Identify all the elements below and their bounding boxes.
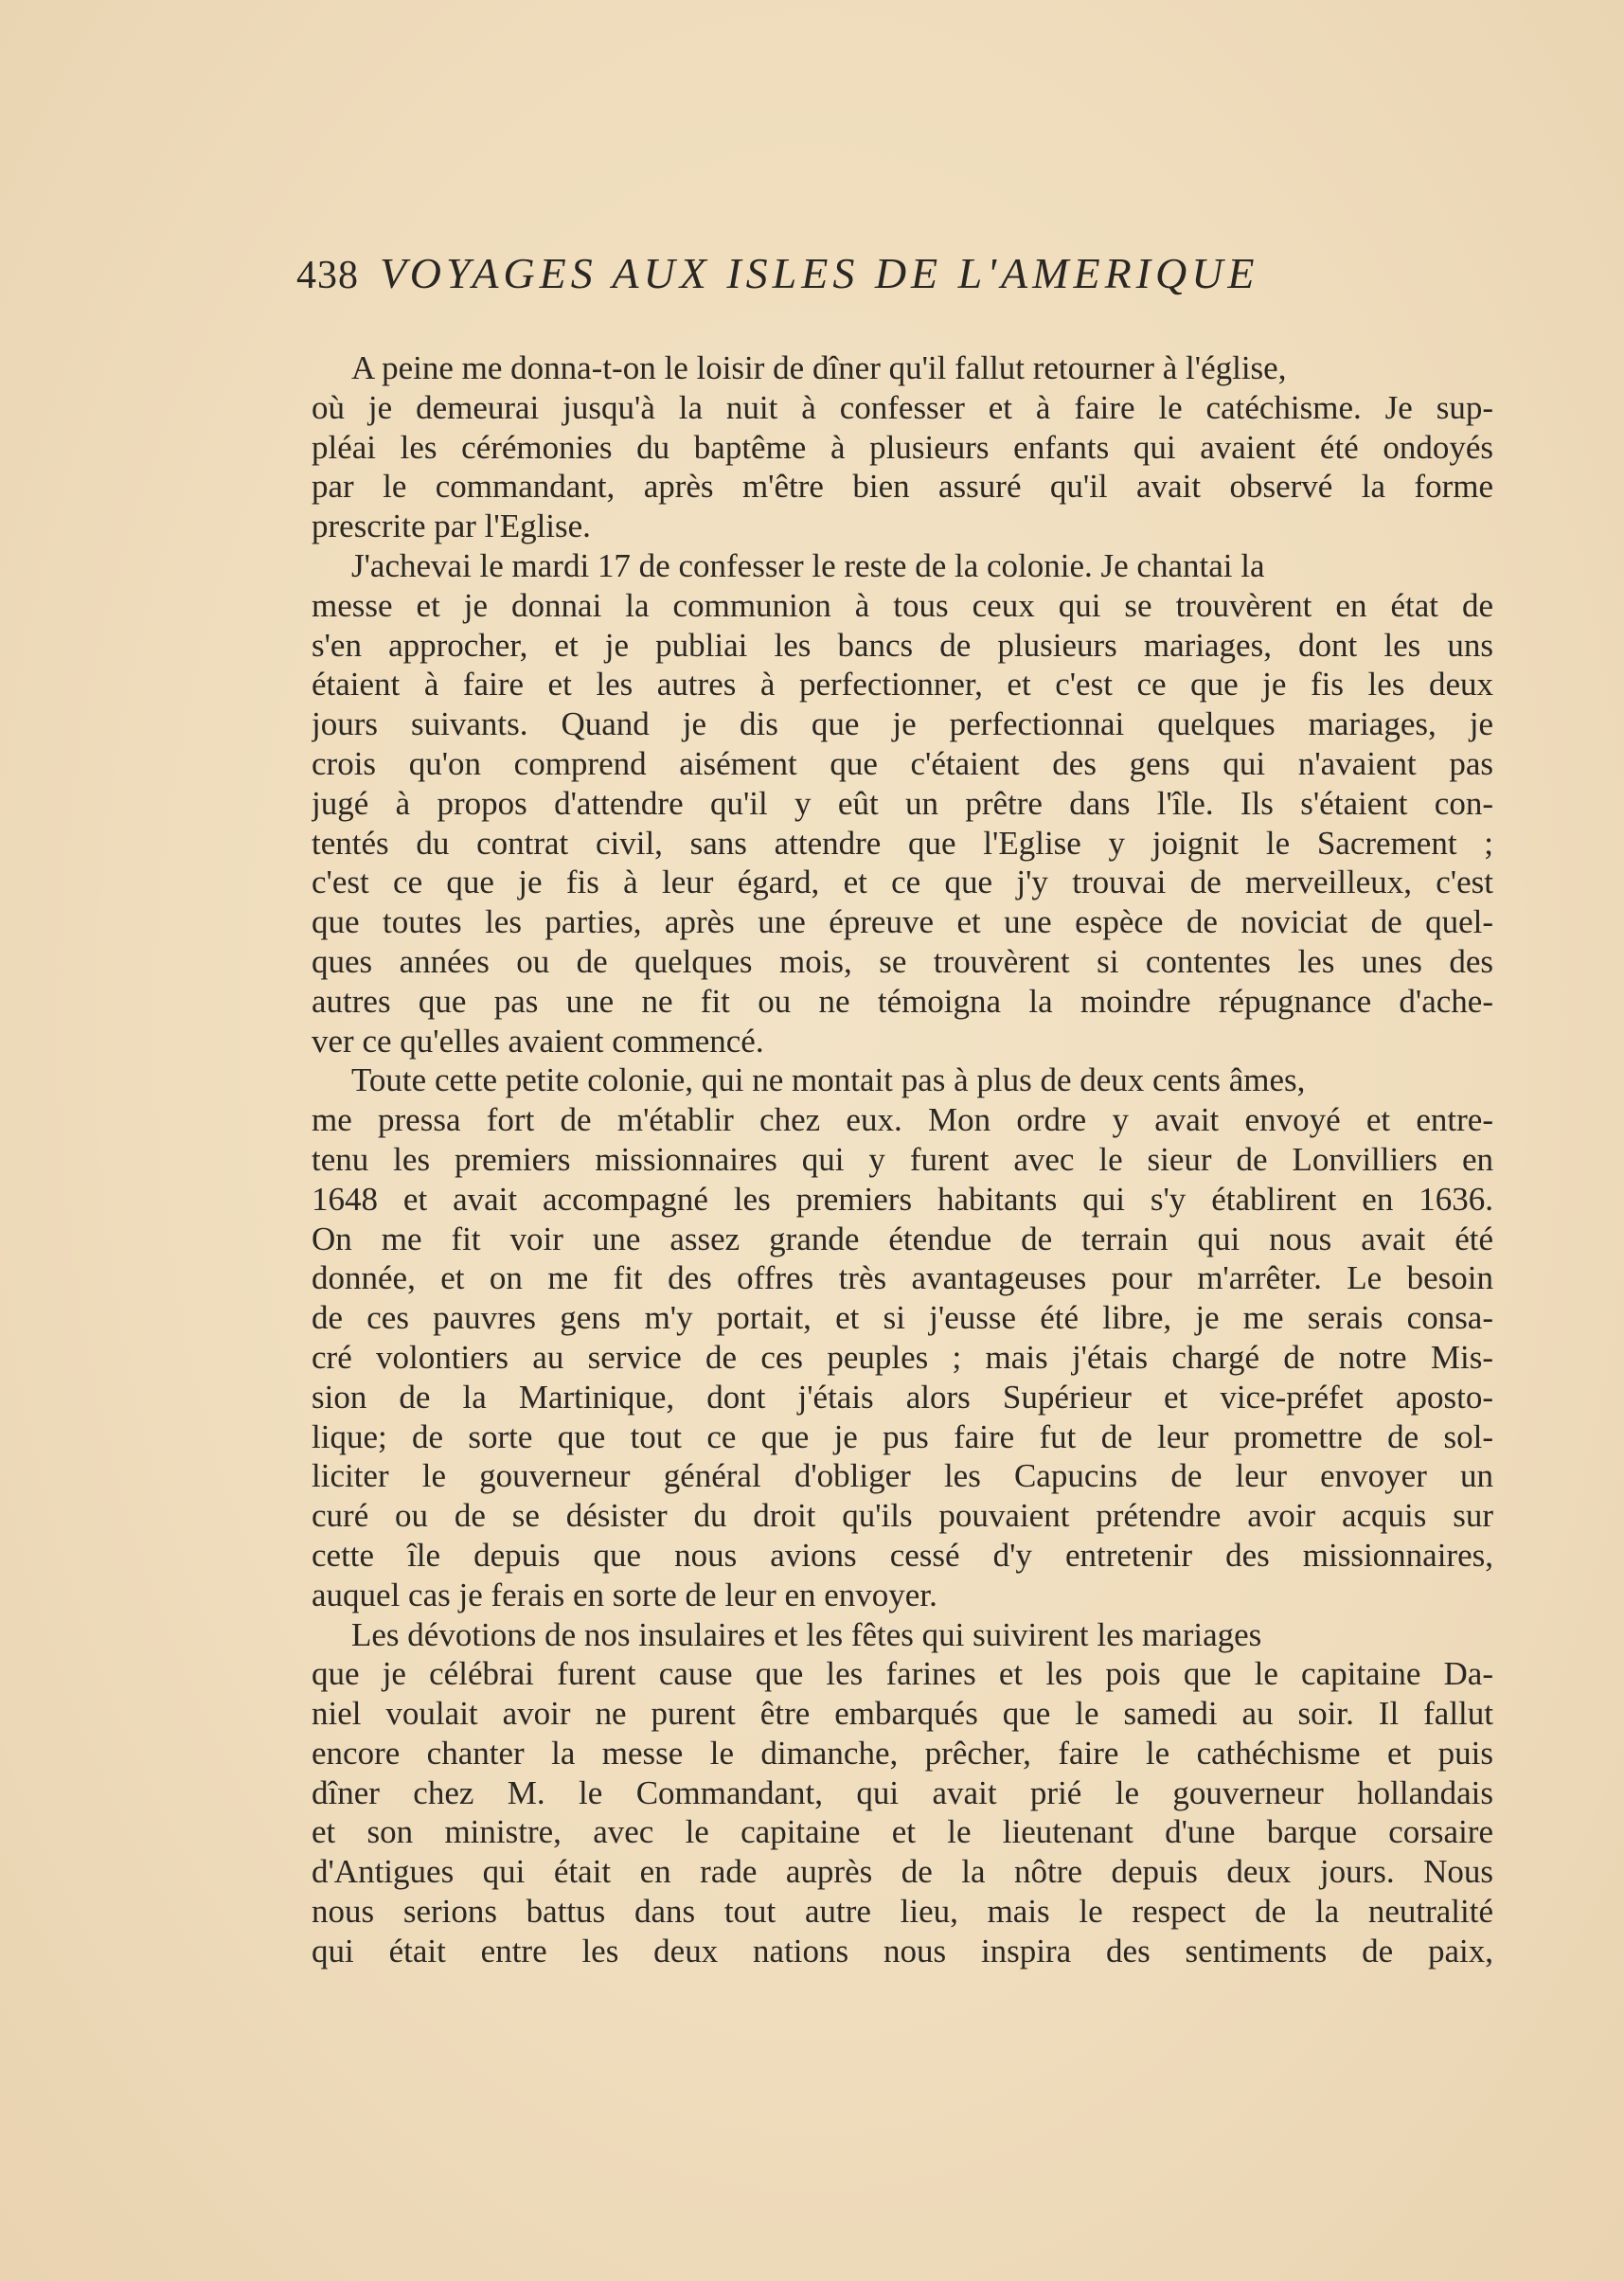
text-line: nous serions battus dans tout autre lieu, mais le respect de la neutralité <box>312 1893 1493 1931</box>
text-line: ques années ou de quelques mois, se trouvèrent si contentes les unes des <box>312 942 1493 980</box>
text-line: J'achevai le mardi 17 de confesser le reste de la colonie. Je chantai la <box>351 546 1265 584</box>
text-line: lique; de sorte que tout ce que je pus faire fut de leur promettre de sol- <box>312 1417 1493 1455</box>
text-line: me pressa fort de m'établir chez eux. Mon ordre y avait envoyé et entre- <box>312 1101 1493 1139</box>
text-line: cré volontiers au service de ces peuples ; mais j'étais chargé de notre Mis- <box>312 1338 1493 1376</box>
text-line: étaient à faire et les autres à perfectionner, et c'est ce que je fis les deux <box>312 666 1493 704</box>
text-line: c'est ce que je fis à leur égard, et ce que j'y trouvai de merveilleux, c'est <box>312 864 1493 901</box>
text-line: pléai les cérémonies du baptême à plusieurs enfants qui avaient été ondoyés <box>312 428 1493 466</box>
text-line: tenu les premiers missionnaires qui y furent avec le sieur de Lonvilliers en <box>312 1140 1493 1178</box>
text-line: Les dévotions de nos insulaires et les fêtes qui suivirent les mariages <box>351 1615 1262 1653</box>
text-line: niel voulait avoir ne purent être embarqués que le samedi au soir. Il fallut <box>312 1695 1493 1733</box>
text-line: Toute cette petite colonie, qui ne montait pas à plus de deux cents âmes, <box>351 1061 1306 1099</box>
page-number: 438 <box>296 254 359 297</box>
text-line: 1648 et avait accompagné les premiers habitants qui s'y établirent en 1636. <box>312 1180 1493 1218</box>
text-line: curé ou de se désister du droit qu'ils pouvaient prétendre avoir acquis sur <box>312 1497 1493 1535</box>
text-line: sion de la Martinique, dont j'étais alors Supérieur et vice-préfet aposto- <box>312 1378 1493 1416</box>
text-line: dîner chez M. le Commandant, qui avait prié le gouverneur hollandais <box>312 1773 1493 1811</box>
text-line: par le commandant, après m'être bien assuré qu'il avait observé la forme <box>312 468 1493 506</box>
text-line: s'en approcher, et je publiai les bancs de plusieurs mariages, dont les uns <box>312 626 1493 664</box>
text-line: tentés du contrat civil, sans attendre que l'Eglise y joignit le Sacrement ; <box>312 824 1493 862</box>
text-line: On me fit voir une assez grande étendue de terrain qui nous avait été <box>312 1220 1493 1257</box>
text-line: prescrite par l'Eglise. <box>312 508 591 545</box>
body-text <box>312 348 1493 1971</box>
text-line: et son ministre, avec le capitaine et le lieutenant d'une barque corsaire <box>312 1813 1493 1851</box>
text-line: que toutes les parties, après une épreuve et une espèce de noviciat de quel- <box>312 903 1493 941</box>
text-line: que je célébrai furent cause que les farines et les pois que le capitaine Da- <box>312 1655 1493 1693</box>
running-title: VOYAGES AUX ISLES DE L'AMERIQUE <box>380 249 1259 297</box>
text-line: auquel cas je ferais en sorte de leur en envoyer. <box>312 1576 937 1613</box>
text-line: autres que pas une ne fit ou ne témoigna la moindre répugnance d'ache- <box>312 982 1493 1020</box>
text-line: liciter le gouverneur général d'obliger les Capucins de leur envoyer un <box>312 1457 1493 1495</box>
page-header <box>296 248 1357 314</box>
text-line: de ces pauvres gens m'y portait, et si j'eusse été libre, je me serais consa- <box>312 1299 1493 1337</box>
text-line: encore chanter la messe le dimanche, prêcher, faire le cathéchisme et puis <box>312 1734 1493 1772</box>
text-line: qui était entre les deux nations nous inspira des sentiments de paix, <box>312 1932 1493 1969</box>
text-line: ver ce qu'elles avaient commencé. <box>312 1022 764 1060</box>
text-line: donnée, et on me fit des offres très avantageuses pour m'arrêter. Le besoin <box>312 1259 1493 1297</box>
text-line: A peine me donna-t-on le loisir de dîner qu'il fallut retourner à l'église, <box>351 349 1287 386</box>
text-line: d'Antigues qui était en rade auprès de la nôtre depuis deux jours. Nous <box>312 1853 1493 1891</box>
text-line: cette île depuis que nous avions cessé d'y entretenir des missionnaires, <box>312 1536 1493 1574</box>
text-line: messe et je donnai la communion à tous ceux qui se trouvèrent en état de <box>312 586 1493 624</box>
text-line: crois qu'on comprend aisément que c'étaient des gens qui n'avaient pas <box>312 744 1493 782</box>
text-line: jours suivants. Quand je dis que je perfectionnai quelques mariages, je <box>312 705 1493 743</box>
text-line: où je demeurai jusqu'à la nuit à confesser et à faire le catéchisme. Je sup- <box>312 388 1493 426</box>
text-line: jugé à propos d'attendre qu'il y eût un prêtre dans l'île. Ils s'étaient con- <box>312 784 1493 822</box>
